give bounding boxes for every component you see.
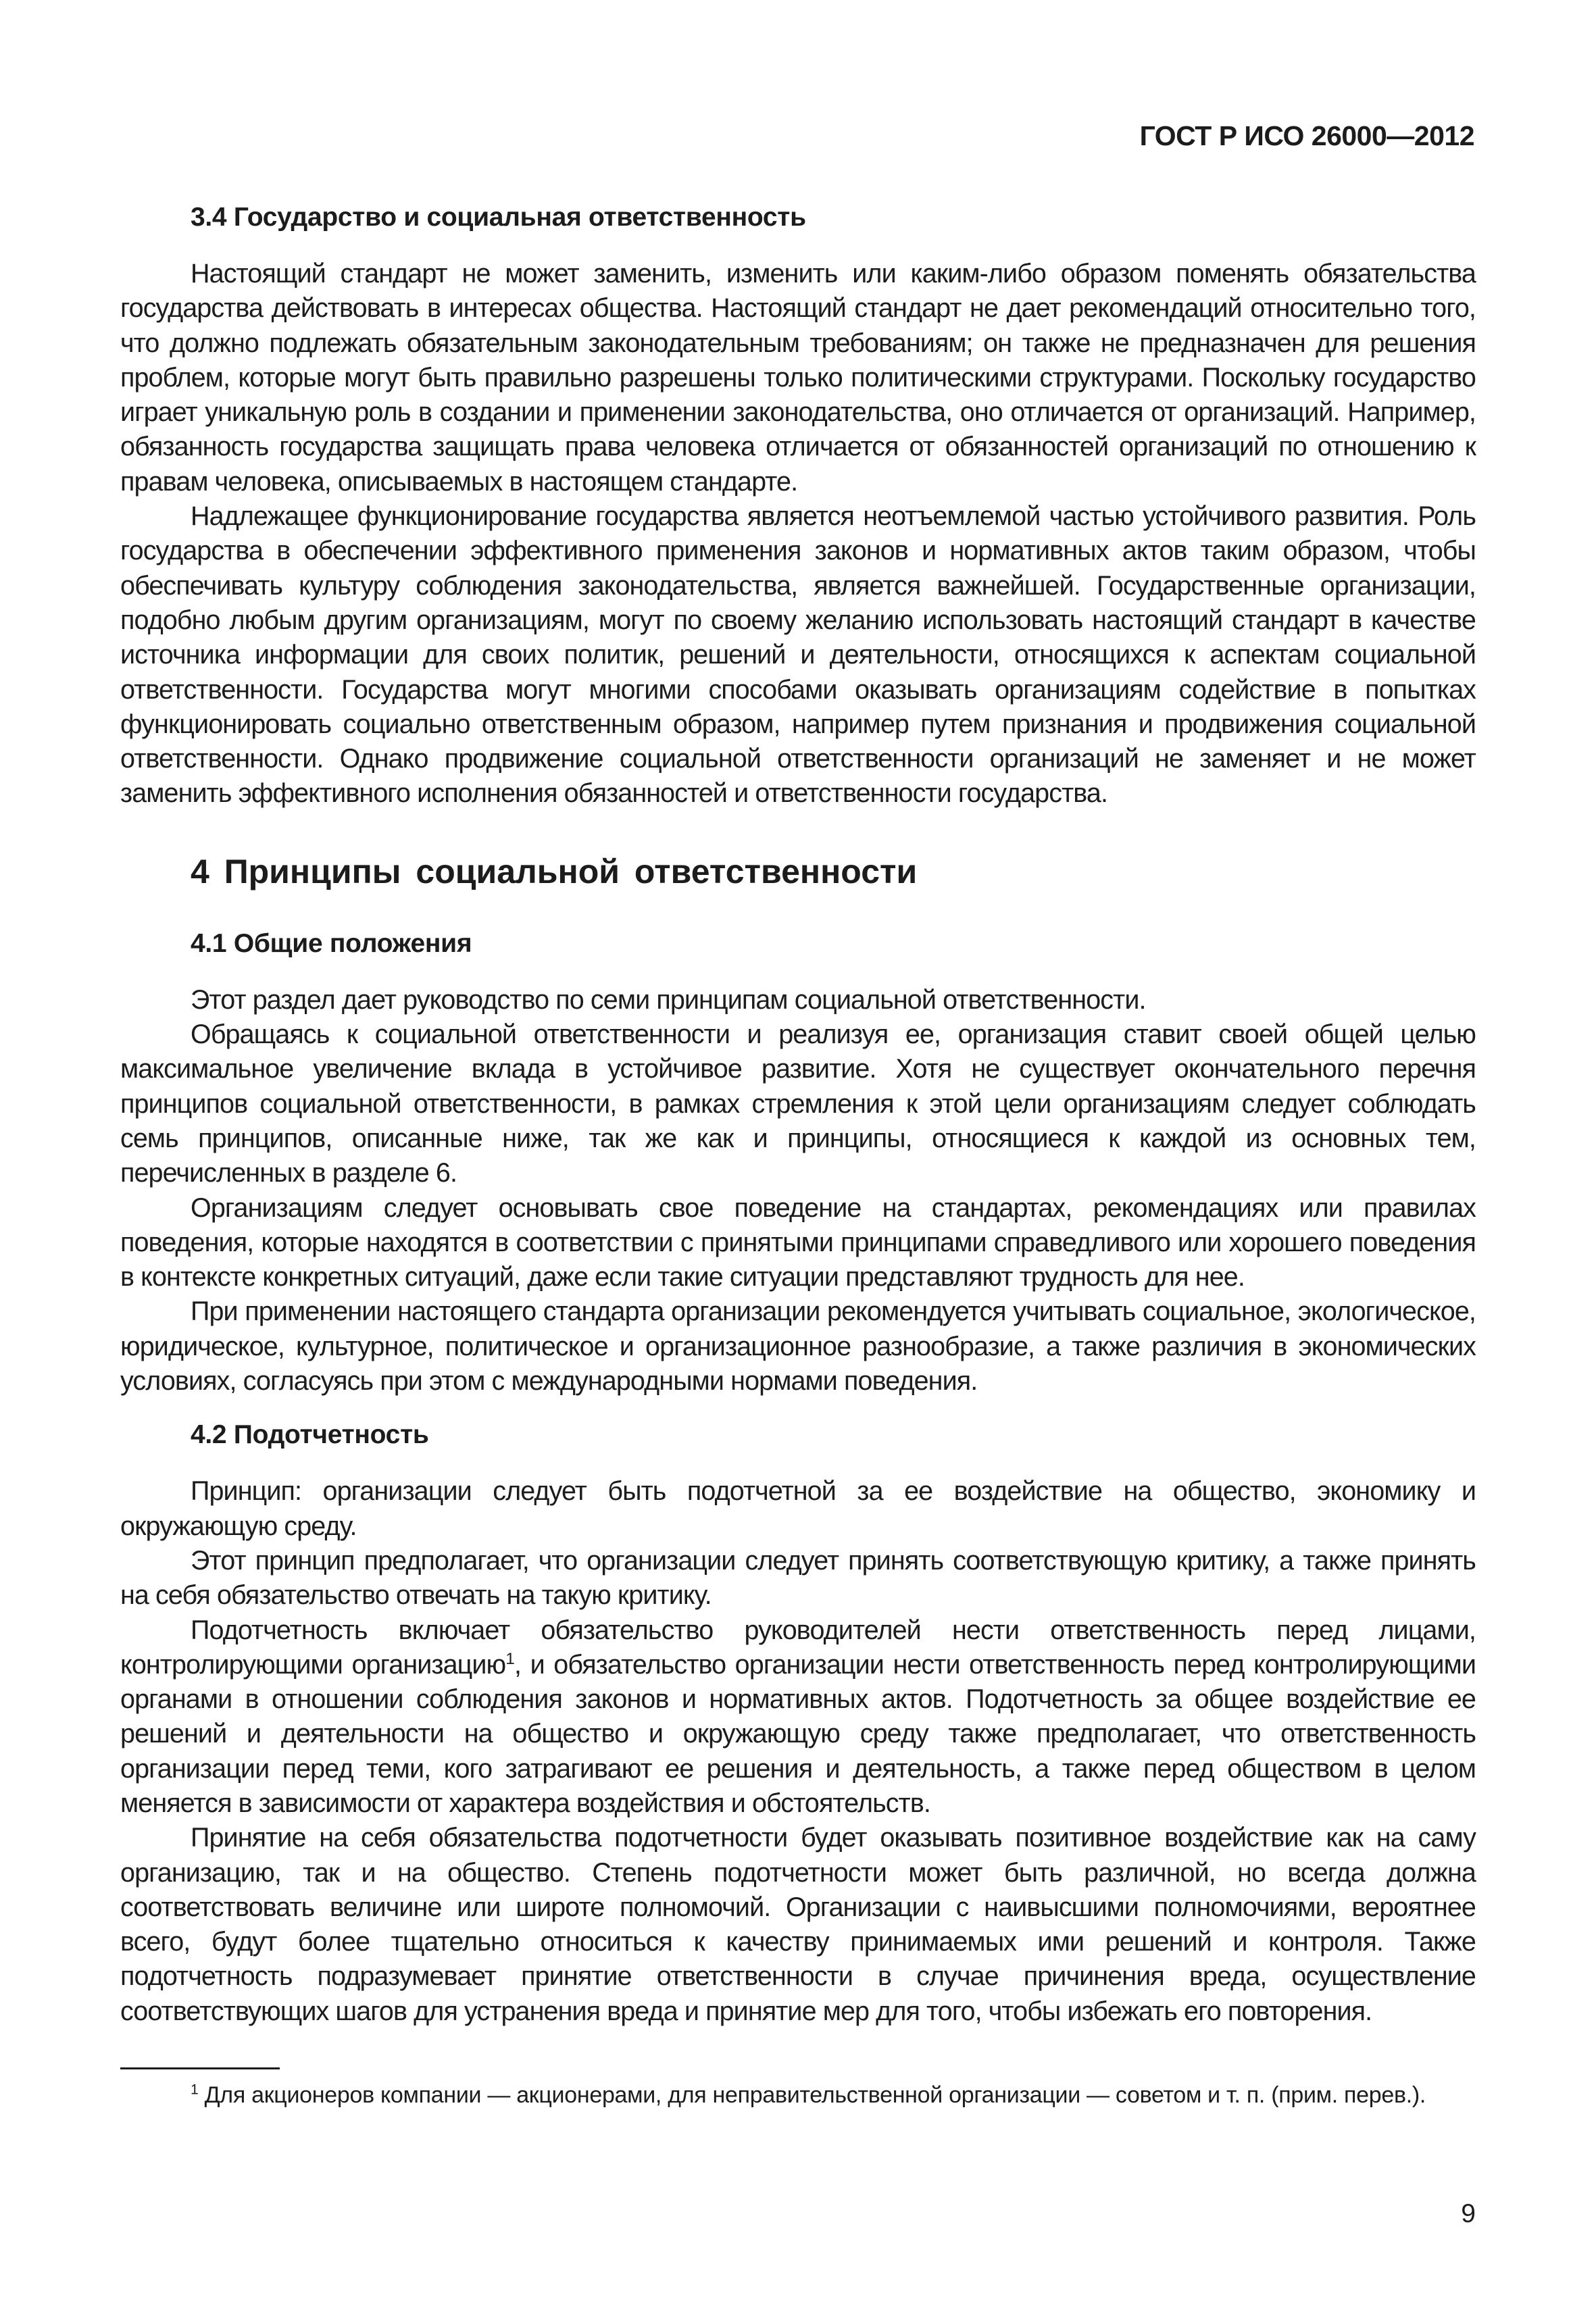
section-4-1-title: 4.1 Общие положения — [191, 928, 472, 958]
paragraph: Надлежащее функционирование государства является неотъемлемой частью устойчивого развития. Роль государства в обеспечении эффективного применения законов и нормативных актов таким образом, чтобы обеспечивать культуру соблюдения законодательства, является важнейшей. Государственные организации, подобно любым другим организациям, могут по своему желанию использовать настоящий стандарт в качестве источника информации для своих политик, решений и деятельности, относящихся к аспектам социальной ответственности. Государства могут многими способами оказывать организациям содействие в попытках функционировать социально ответственным образом, например путем признания и продвижения социальной ответственности. Однако продвижение социальной ответственности организаций не заменяет и не может заменить эффективного исполнения обязанностей и ответственности государства. — [120, 501, 1476, 809]
document-header: ГОСТ Р ИСО 26000—2012 — [1139, 120, 1474, 151]
page-number: 9 — [1461, 2199, 1476, 2228]
paragraph: Принцип: организации следует быть подотчетной за ее воздействие на общество, экономику и окружающую среду. — [120, 1476, 1476, 1541]
paragraph-text: Подотчетность включает обязательство руководителей нести ответственность перед лицами, контролирующими организацию — [120, 1615, 1476, 1680]
section-4-2-title: 4.2 Подотчетность — [191, 1420, 429, 1450]
section-4-title: 4 Принципы социальной ответственности — [191, 852, 918, 890]
page-body — [120, 200, 1476, 2029]
paragraph: Этот принцип предполагает, что организации следует принять соответствующую критику, а также принять на себя обязательство отвечать на такую критику. — [120, 1545, 1476, 1611]
footnote-divider — [120, 2067, 280, 2069]
paragraph-text: , и обязательство организации нести ответственность перед контролирующими органами в отношении соблюдения законов и нормативных актов. Подотчетность за общее воздействие ее решений и деятельности на общество и окружающую среду также предполагает, что ответственность организации перед теми, кого затрагивают ее решения и деятельность, а также перед обществом в целом меняется в зависимости от характера воздействия и обстоятельств. — [120, 1649, 1476, 1818]
section-3-4-title: 3.4 Государство и социальная ответственность — [191, 203, 806, 232]
paragraph-with-footnote — [120, 1613, 1476, 1821]
footnote — [120, 2080, 1476, 2111]
paragraph: Настоящий стандарт не может заменить, изменить или каким-либо образом поменять обязательства государства действовать в интересах общества. Настоящий стандарт не дает рекомендаций относительно того, что должно подлежать обязательным законодательным требованиям; он также не предназначен для решения проблем, которые могут быть правильно разрешены только политическими структурами. Поскольку государство играет уникальную роль в создании и применении законодательства, оно отличается от организаций. Например, обязанность государства защищать права человека отличается от обязанностей организаций по отношению к правам человека, описываемых в настоящем стандарте. — [120, 259, 1476, 497]
footnote-text: Для акционеров компании — акционерами, для неправительственной организации — советом и т. п. (прим. перев.). — [198, 2082, 1426, 2108]
paragraph: Этот раздел дает руководство по семи принципам социальной ответственности. — [191, 984, 1146, 1015]
paragraph: Организациям следует основывать свое поведение на стандартах, рекомендациях или правилах поведения, которые находятся в соответствии с принятыми принципами справедливого или хорошего поведения в контексте конкретных ситуаций, даже если такие ситуации представляют трудность для нее. — [120, 1192, 1476, 1292]
paragraph: Обращаясь к социальной ответственности и реализуя ее, организация ставит своей общей целью максимальное увеличение вклада в устойчивое развитие. Хотя не существует окончательного перечня принципов социальной ответственности, в рамках стремления к этой цели организациям следует соблюдать семь принципов, описанные ниже, так же как и принципы, относящиеся к каждой из основных тем, перечисленных в разделе 6. — [120, 1020, 1476, 1188]
footnote-ref[interactable]: 1 — [505, 1649, 515, 1668]
paragraph: Принятие на себя обязательства подотчетности будет оказывать позитивное воздействие как на саму организацию, так и на общество. Степень подотчетности может быть различной, но всегда должна соответствовать величине или широте полномочий. Организации с наивысшими полномочиями, вероятнее всего, будут более тщательно относиться к качеству принимаемых ими решений и контроля. Также подотчетность подразумевает принятие ответственности в случае причинения вреда, осуществление соответствующих шагов для устранения вреда и принятие мер для того, чтобы избежать его повторения. — [120, 1823, 1476, 2026]
footnote-marker: 1 — [191, 2082, 199, 2098]
paragraph: При применении настоящего стандарта организации рекомендуется учитывать социальное, экологическое, юридическое, культурное, политическое и организационное разнообразие, а также различия в экономических условиях, согласуясь при этом с международными нормами поведения. — [120, 1297, 1476, 1397]
